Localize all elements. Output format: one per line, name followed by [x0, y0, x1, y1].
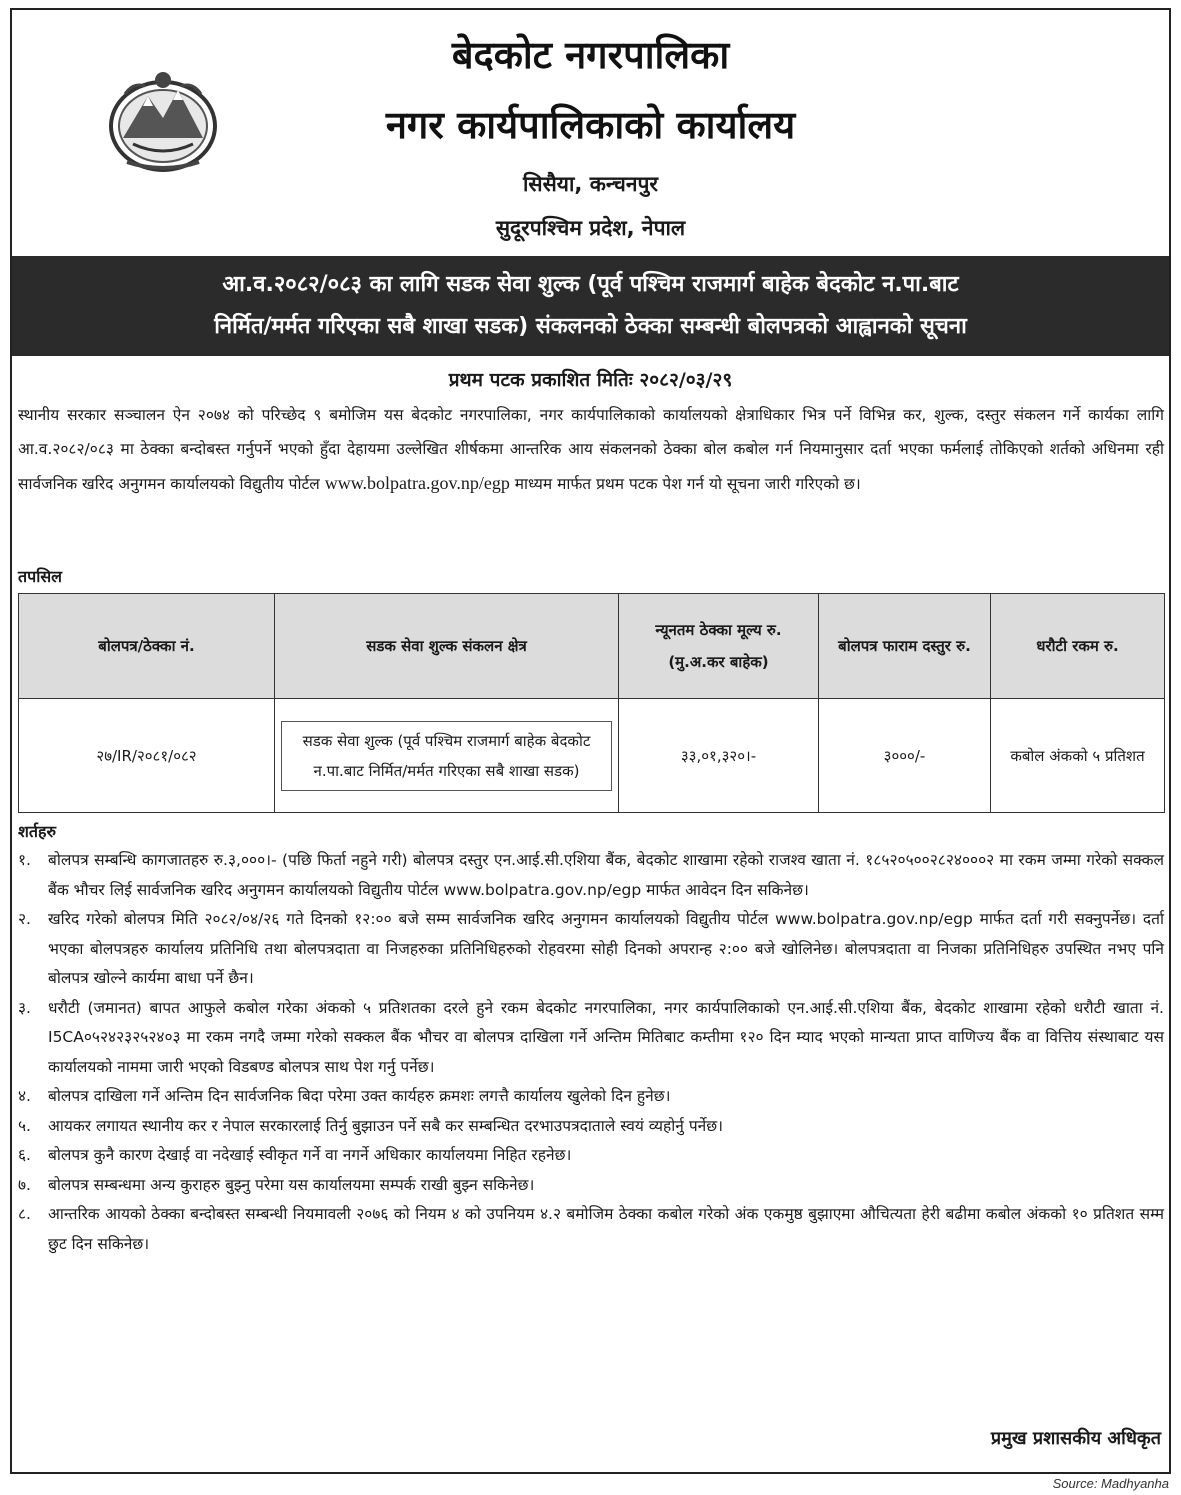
col-form-fee: बोलपत्र फाराम दस्तुर रु. — [819, 594, 991, 699]
table-row — [19, 699, 1165, 813]
term-text: धरौटी (जमानत) बापत आफुले कबोल गरेका अंकको ५ प्रतिशतका दरले हुने रकम बेदकोट नगरपालिका, नगर कार्यपालिकाको एन.आई.सी.एशिया बैंक, बेदकोट शाखामा रहेको धरौटी खाता नं. I5CA०५२४२३२५२४०३ मा रकम नगदै जम्मा गरेको सक्कल बैंक भौचर वा बोलपत्र दाखिला गर्ने अन्तिम मितिबाट कम्तीमा १२० दिन म्याद भएको मान्यता प्राप्त वाणिज्य बैंक वा वित्तिय संस्थाबाट यस कार्यालयको नाममा जारी भएको विडबण्ड बोलपत्र साथ पेश गर्नु पर्नेछ। — [48, 998, 1164, 1076]
term-number: ३. — [18, 998, 31, 1017]
term-number: २. — [18, 910, 31, 928]
cell-form-fee: ३०००/- — [819, 699, 991, 813]
intro-text-before: स्थानीय सरकार सञ्चालन ऐन २०७४ को परिच्छेद ९ बमोजिम यस बेदकोट नगरपालिका, नगर कार्यपालिकाको कार्यालयको क्षेत्राधिकार भित्र पर्ने विभिन्न कर, शुल्क, दस्तुर संकलन गर्ने कार्यका लागि आ.व.२०८२/०८३ मा ठेक्का बन्दोबस्त गर्नुपर्ने भएको हुँदा देहायमा उल्लेखित शीर्षकमा आन्तरिक आय संकलनको ठेक्का बोल कबोल गर्न नियमानुसार दर्ता भएका फर्मलाई तोकिएको शर्तको अधिनमा रही सार्वजनिक खरिद अनुगमन कार्यालयको विद्युतीय पोर्टल — [18, 406, 1164, 493]
term-number: ५. — [18, 1116, 31, 1135]
table-header-row — [19, 594, 1165, 699]
intro-text-after: माध्यम मार्फत प्रथम पटक पेश गर्न यो सूचना जारी गरिएको छ। — [509, 475, 861, 493]
address-city: सिसैया, कन्चनपुर — [522, 172, 659, 196]
list-item — [18, 1112, 1164, 1142]
term-text: बोलपत्र कुनै कारण देखाई वा नदेखाई स्वीकृत गर्ने वा नगर्ने अधिकार कार्यालयमा निहित रहनेछ। — [48, 1146, 572, 1164]
col-contract-no: बोलपत्र/ठेक्का नं. — [19, 594, 275, 699]
term-number: ८. — [18, 1205, 31, 1223]
cell-min-price: ३३,०१,३२०।- — [619, 699, 819, 813]
list-item — [18, 1200, 1164, 1259]
list-item — [18, 846, 1164, 905]
portal-link[interactable]: www.bolpatra.gov.np/egp — [324, 473, 510, 493]
cell-contract-no: २७/IR/२०८१/०८२ — [19, 699, 275, 813]
term-text: बोलपत्र सम्बन्धि कागजातहरु रु.३,०००।- (पछि फिर्ता नहुने गरी) बोलपत्र दस्तुर एन.आई.सी.एशिया बैंक, बेदकोट शाखामा रहेको राजश्व खाता नं. १८५२०५००२८२४०००२ मा रकम जम्मा गरेको सक्कल बैंक भौचर लिई सार्वजनिक खरिद अनुगमन कार्यालयको विद्युतीय पोर्टल www.bolpatra.gov.np/egp मार्फत आवेदन दिन सकिनेछ। — [48, 851, 1164, 899]
term-number: १. — [18, 851, 31, 869]
cell-collection-area-wrap — [275, 699, 619, 813]
term-text: बोलपत्र सम्बन्धमा अन्य कुराहरु बुझ्नु परेमा यस कार्यालयमा सम्पर्क राखी बुझ्न सकिनेछ। — [48, 1175, 535, 1194]
term-number: ७. — [18, 1175, 31, 1194]
intro-paragraph — [18, 398, 1164, 501]
details-table — [18, 593, 1165, 813]
notice-title-line1: आ.व.२०८२/०८३ का लागि सडक सेवा शुल्क (पूर्व पश्चिम राजमार्ग बाहेक बेदकोट न.पा.बाट — [222, 272, 959, 297]
terms-list — [18, 846, 1164, 1259]
publication-date: प्रथम पटक प्रकाशित मितिः २०८२/०३/२९ — [448, 369, 733, 391]
col-min-price: न्यूनतम ठेक्का मूल्य रु. (मु.अ.कर बाहेक) — [619, 594, 819, 699]
terms-heading: शर्तहरु — [18, 822, 57, 841]
municipality-name: बेदकोट नगरपालिका — [451, 33, 730, 77]
notice-title-banner — [12, 256, 1169, 356]
signature-title: प्रमुख प्रशासकीय अधिकृत — [990, 1428, 1161, 1449]
list-item — [18, 1141, 1164, 1171]
source-credit: Source: Madhyanha — [1052, 1476, 1169, 1491]
term-text: आयकर लगायत स्थानीय कर र नेपाल सरकारलाई तिर्नु बुझाउन पर्ने सबै कर सम्बन्धित दरभाउपत्रदाताले स्वयं व्यहोर्नु पर्नेछ। — [48, 1116, 723, 1135]
list-item — [18, 1082, 1164, 1112]
cell-deposit: कबोल अंकको ५ प्रतिशत — [991, 699, 1165, 813]
details-heading: तपसिल — [18, 567, 63, 586]
col-deposit: धरौटी रकम रु. — [991, 594, 1165, 699]
list-item — [18, 994, 1164, 1083]
term-number: ४. — [18, 1087, 31, 1105]
notice-title-line2: निर्मित/मर्मत गरिएका सबै शाखा सडक) संकलनको ठेक्का सम्बन्धी बोलपत्रको आह्वानको सूचना — [214, 314, 967, 339]
term-text: आन्तरिक आयको ठेक्का बन्दोबस्त सम्बन्धी नियमावली २०७६ को नियम ४ को उपनियम ४.२ बमोजिम ठेक्का कबोल गरेको अंक एकमुष्ठ बुझाएमा औचित्यता हेरी बढीमा कबोल अंकको १० प्रतिशत सम्म छुट दिन सकिनेछ। — [48, 1205, 1164, 1253]
term-text: बोलपत्र दाखिला गर्ने अन्तिम दिन सार्वजनिक बिदा परेमा उक्त कार्यहरु क्रमशः लगत्तै कार्यालय खुलेको दिन हुनेछ। — [48, 1087, 671, 1105]
office-name: नगर कार्यपालिकाको कार्यालय — [385, 103, 796, 147]
term-text: खरिद गरेको बोलपत्र मिति २०८२/०४/२६ गते दिनको १२:०० बजे सम्म सार्वजनिक खरिद अनुगमन कार्यालयको विद्युतीय पोर्टल www.bolpatra.gov.np/egp मार्फत दर्ता गरी सक्नुपर्नेछ। दर्ता भएका बोलपत्रहरु कार्यालय प्रतिनिधि तथा बोलपत्रदाता वा निजहरुका प्रतिनिधिहरुको रोहवरमा सोही दिनको अपरान्ह २:०० बजे खोलिनेछ। बोलपत्रदाता वा निजका प्रतिनिधिहरु उपस्थित नभए पनि बोलपत्र खोल्ने कार्यमा बाधा पर्ने छैन। — [48, 910, 1164, 987]
term-number: ६. — [18, 1146, 31, 1164]
list-item — [18, 1171, 1164, 1201]
cell-collection-area: सडक सेवा शुल्क (पूर्व पश्चिम राजमार्ग बाहेक बेदकोट न.पा.बाट निर्मित/मर्मत गरिएका सबै शाखा सडक) — [281, 721, 612, 791]
list-item — [18, 905, 1164, 994]
col-collection-area: सडक सेवा शुल्क संकलन क्षेत्र — [275, 594, 619, 699]
address-province: सुदूरपश्चिम प्रदेश, नेपाल — [495, 216, 686, 240]
